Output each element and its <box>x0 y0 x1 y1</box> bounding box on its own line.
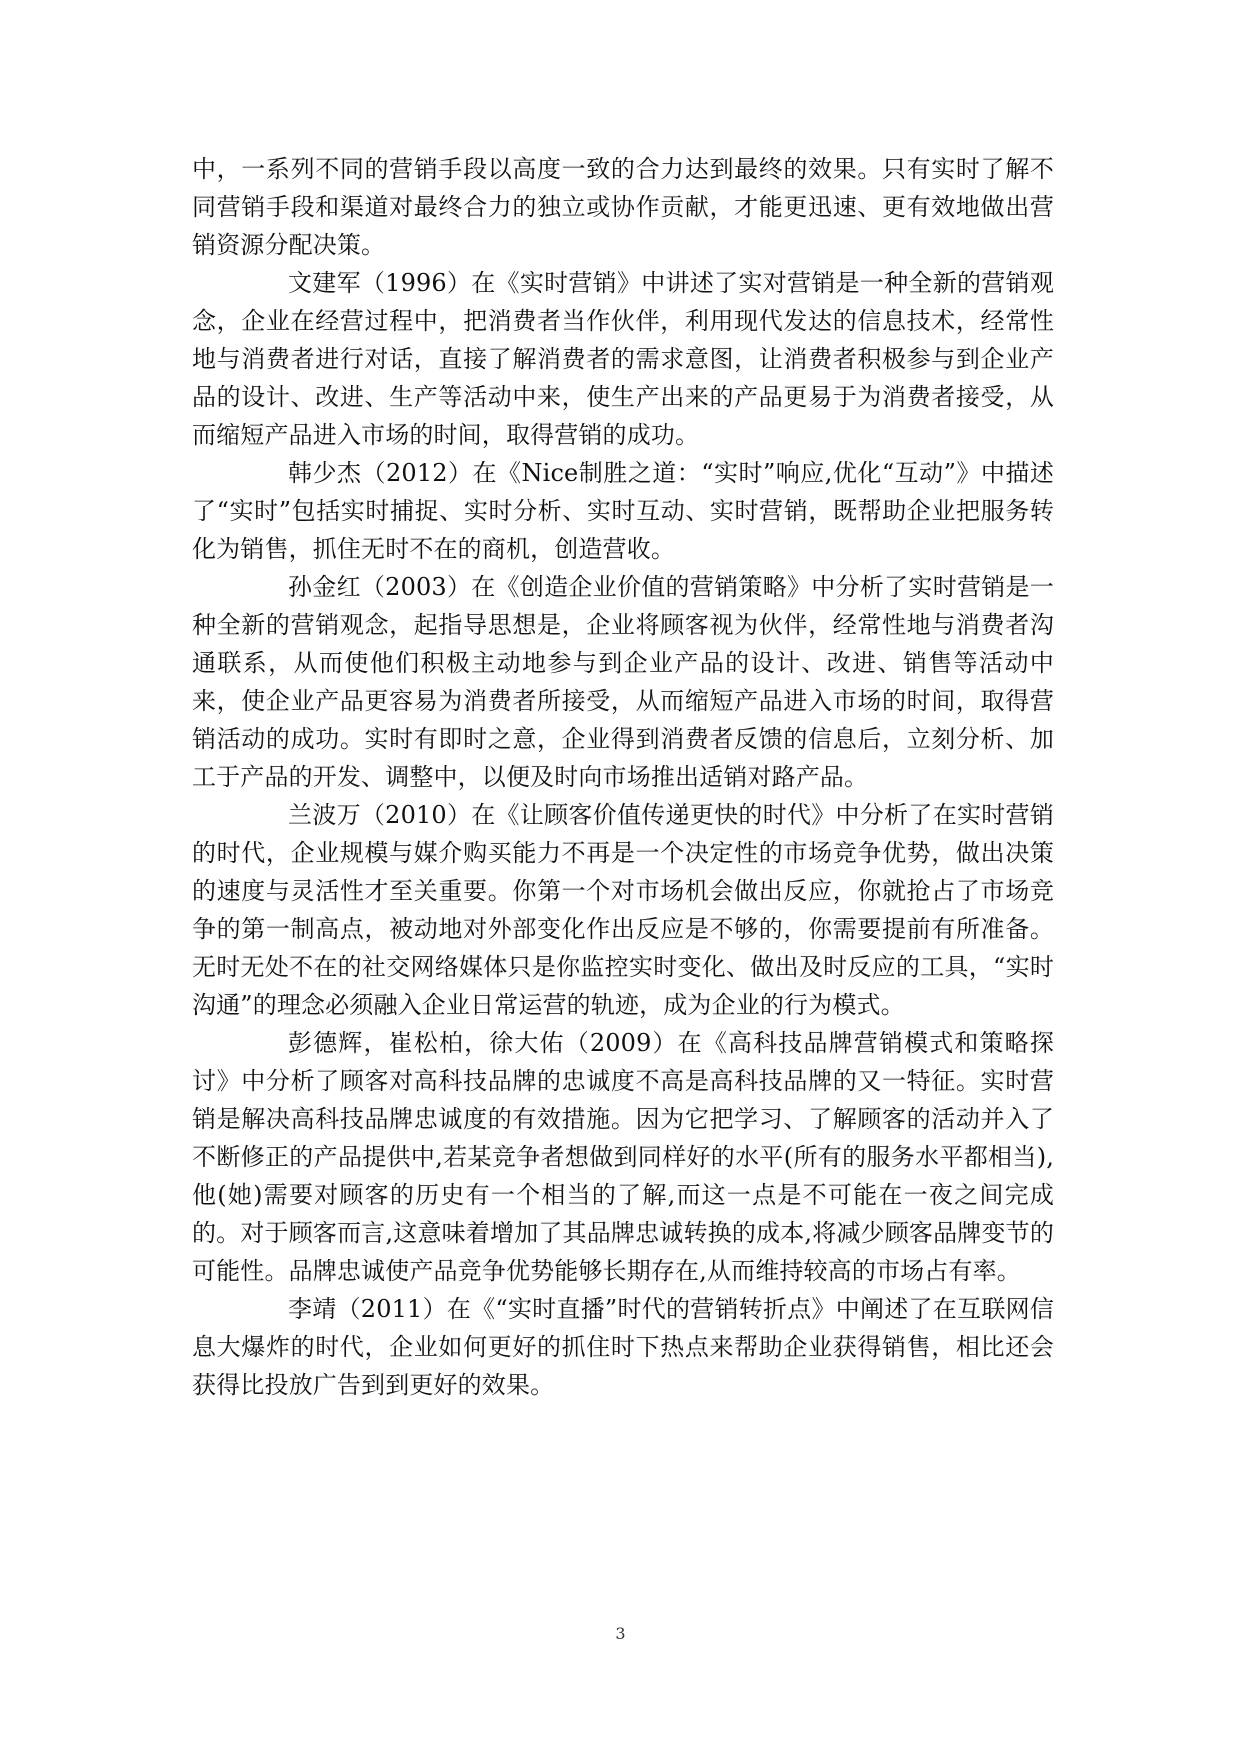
paragraph-peng-dehui: 彭德辉，崔松柏，徐大佑（2009）在《高科技品牌营销模式和策略探讨》中分析了顾客对高科技品牌的忠诚度不高是高科技品牌的又一特征。实时营销是解决高科技品牌忠诚度的有效措施。因为它把学习、了解顾客的活动并入了不断修正的产品提供中,若某竞争者想做到同样好的水平(所有的服务水平都相当),他(她)需要对顾客的历史有一个相当的了解,而这一点是不可能在一夜之间完成的。对于顾客而言,这意味着增加了其品牌忠诚转换的成本,将减少顾客品牌变节的可能性。品牌忠诚使产品竞争优势能够长期存在,从而维持较高的市场占有率。 <box>192 1029 1054 1285</box>
paragraph-lan-bowan: 兰波万（2010）在《让顾客价值传递更快的时代》中分析了在实时营销的时代，企业规模与媒介购买能力不再是一个决定性的市场竞争优势，做出决策的速度与灵活性才至关重要。你第一个对市场机会做出反应，你就抢占了市场竞争的第一制高点，被动地对外部变化作出反应是不够的，你需要提前有所准备。无时无处不在的社交网络媒体只是你监控实时变化、做出及时反应的工具，“实时沟通”的理念必须融入企业日常运营的轨迹，成为企业的行为模式。 <box>192 801 1054 1019</box>
document-body <box>192 150 1054 1404</box>
paragraph-li-jing: 李靖（2011）在《“实时直播”时代的营销转折点》中阐述了在互联网信息大爆炸的时代，企业如何更好的抓住时下热点来帮助企业获得销售，相比还会获得比投放广告到到更好的效果。 <box>192 1295 1054 1399</box>
paragraph-sun-jinhong: 孙金红（2003）在《创造企业价值的营销策略》中分析了实时营销是一种全新的营销观念，起指导思想是，企业将顾客视为伙伴，经常性地与消费者沟通联系，从而使他们积极主动地参与到企业产品的设计、改进、销售等活动中来，使企业产品更容易为消费者所接受，从而缩短产品进入市场的时间，取得营销活动的成功。实时有即时之意，企业得到消费者反馈的信息后，立刻分析、加工于产品的开发、调整中，以便及时向市场推出适销对路产品。 <box>192 573 1054 791</box>
paragraph-continuation: 中，一系列不同的营销手段以高度一致的合力达到最终的效果。只有实时了解不同营销手段和渠道对最终合力的独立或协作贡献，才能更迅速、更有效地做出营销资源分配决策。 <box>192 155 1054 259</box>
paragraph-han-shaojie: 韩少杰（2012）在《Nice制胜之道：“实时”响应,优化“互动”》中描述了“实时”包括实时捕捉、实时分析、实时互动、实时营销，既帮助企业把服务转化为销售，抓住无时不在的商机，创造营收。 <box>192 459 1054 563</box>
page-number: 3 <box>615 1624 626 1643</box>
paragraph-wen-jianjun: 文建军（1996）在《实时营销》中讲述了实对营销是一种全新的营销观念，企业在经营过程中，把消费者当作伙伴，利用现代发达的信息技术，经常性地与消费者进行对话，直接了解消费者的需求意图，让消费者积极参与到企业产品的设计、改进、生产等活动中来，使生产出来的产品更易于为消费者接受，从而缩短产品进入市场的时间，取得营销的成功。 <box>192 269 1054 449</box>
